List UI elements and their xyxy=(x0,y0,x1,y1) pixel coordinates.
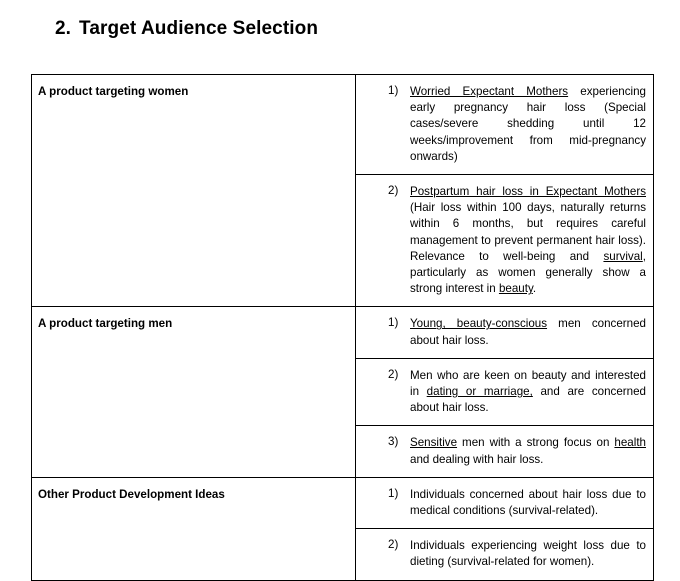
men-item-1 xyxy=(356,307,654,358)
item-number: 2) xyxy=(388,538,399,552)
item-number: 3) xyxy=(388,435,399,449)
item-number: 2) xyxy=(388,184,399,198)
underlined-phrase: health xyxy=(614,436,646,450)
underlined-phrase: Worried Expectant Mothers xyxy=(410,85,569,98)
item-number: 2) xyxy=(388,367,399,381)
category-men: A product targeting men xyxy=(32,307,356,477)
men-item-3 xyxy=(356,426,654,477)
underlined-phrase: dating or marriage, xyxy=(426,385,533,399)
item-text: Worried Expectant Mothers experiencing early pregnancy hair loss (Special cases/severe shedding until 12 weeks/improvement from mid-pregnancy onwards) xyxy=(410,85,646,163)
underlined-phrase: survival xyxy=(603,249,643,263)
table-row xyxy=(32,75,654,175)
underlined-phrase: Sensitive xyxy=(410,436,458,450)
section-heading xyxy=(55,18,318,40)
underlined-phrase: beauty xyxy=(498,282,533,296)
audience-table xyxy=(31,74,654,581)
category-women: A product targeting women xyxy=(32,75,356,307)
item-text: Young, beauty-conscious men concerned about hair loss. xyxy=(410,317,646,347)
item-text: Individuals concerned about hair loss due to medical conditions (survival-related). xyxy=(410,487,646,518)
category-other: Other Product Development Ideas xyxy=(32,477,356,580)
item-number: 1) xyxy=(388,316,399,330)
other-item-1 xyxy=(356,477,654,528)
section-title: Target Audience Selection xyxy=(79,18,319,39)
table-row xyxy=(32,307,654,358)
women-item-1 xyxy=(356,75,654,175)
women-item-2 xyxy=(356,175,654,307)
item-number: 1) xyxy=(388,84,399,97)
item-number: 1) xyxy=(388,486,399,500)
table-row xyxy=(32,477,654,528)
item-text: Postpartum hair loss in Expectant Mothers (Hair loss within 100 days, naturally returns within 6 months, but requires careful management to prevent permanent hair loss). Relevance to well-being and survival, particularly as women generally show a strong interest in beauty. xyxy=(410,185,646,296)
item-text: Individuals experiencing weight loss due to dieting (survival-related for women). xyxy=(410,539,646,569)
underlined-phrase: Postpartum hair loss in Expectant Mothers xyxy=(410,185,646,199)
other-item-2 xyxy=(356,529,654,580)
item-text: Men who are keen on beauty and interested in dating or marriage, and are concerned about hair loss. xyxy=(410,368,646,415)
section-number: 2. xyxy=(55,18,72,39)
item-text: Sensitive men with a strong focus on health and dealing with hair loss. xyxy=(410,436,646,466)
men-item-2 xyxy=(356,358,654,426)
underlined-phrase: Young, beauty-conscious xyxy=(410,317,548,331)
